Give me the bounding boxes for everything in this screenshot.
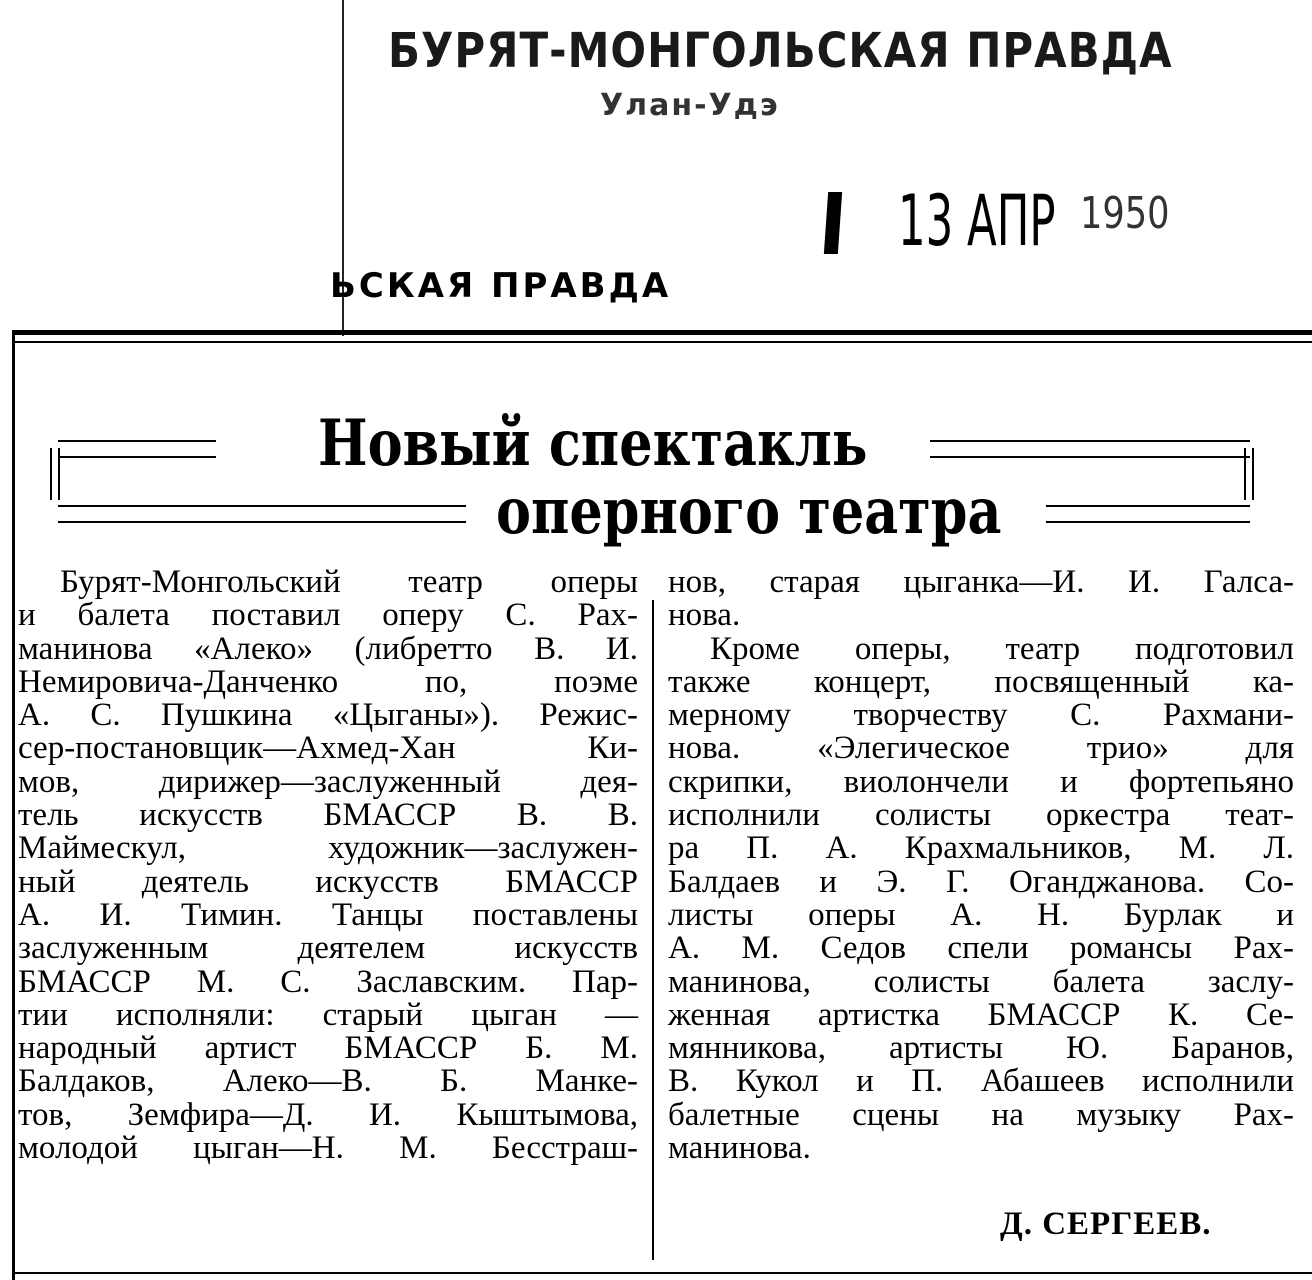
article-headline-line-1: Новый спектакль (318, 406, 868, 481)
headline-ornament-left-bottom (58, 505, 466, 523)
article-text-line: сер-постановщик—Ахмед-Хан Ки- (18, 730, 638, 767)
article-column-right (668, 566, 1294, 1165)
article-text-line: В. Кукол и П. Абашеев исполнили (668, 1063, 1294, 1100)
article-text-line: и балета поставил оперу С. Рах- (18, 597, 638, 634)
article-text-line: народный артист БМАССР Б. М. (18, 1030, 638, 1067)
article-text-line: А. С. Пушкина «Цыганы»). Режис- (18, 697, 638, 734)
article-text-line: балетные сцены на музыку Рах- (668, 1096, 1294, 1133)
headline-ornament-right-top (930, 440, 1250, 458)
newspaper-title: БУРЯТ-МОНГОЛЬСКАЯ ПРАВДА (388, 22, 1173, 79)
article-text-line: Кроме оперы, театр подготовил (710, 630, 1294, 667)
top-border-rule (12, 330, 1312, 335)
article-text-line: нова. «Элегическое трио» для (668, 730, 1294, 767)
article-text-line: нов, старая цыганка—И. И. Галса- (668, 564, 1294, 600)
article-text-line: нова. (668, 597, 741, 634)
article-signature: Д. СЕРГЕЕВ. (1000, 1206, 1212, 1242)
bottom-border-rule (12, 1272, 1312, 1274)
article-text-line: А. И. Тимин. Танцы поставлены (18, 896, 638, 933)
date-stamp-digit-bar (824, 192, 842, 254)
masthead-fragment: ЬСКАЯ ПРАВДА (330, 266, 672, 306)
article-text-line: тов, Земфира—Д. И. Кыштымова, (18, 1096, 638, 1133)
article-column-left (18, 566, 638, 1165)
article-text-line: манинова. (668, 1130, 811, 1167)
headline-ornament-left-top (58, 440, 216, 458)
article-text-line: скрипки, виолончели и фортепьяно (668, 763, 1294, 800)
article-text-line: также концерт, посвященный ка- (668, 663, 1294, 700)
headline-ornament-right-end (1244, 448, 1254, 500)
headline-ornament-right-bottom (1046, 505, 1250, 523)
newspaper-city: Улан-Удэ (600, 88, 780, 123)
article-text-line: женная артистка БМАССР К. Се- (668, 996, 1294, 1033)
article-text-line: тель искусств БМАССР В. В. (18, 797, 638, 834)
column-divider (652, 600, 654, 1260)
article-text-line: мянникова, артисты Ю. Баранов, (668, 1030, 1294, 1067)
article-text-line: листы оперы А. Н. Бурлак и (668, 896, 1294, 933)
article-text-line: мов, дирижер—заслуженный дея- (18, 763, 638, 800)
article-text-line: ра П. А. Крахмальников, М. Л. (668, 830, 1294, 867)
date-stamp-day: 13 АПР (898, 180, 1056, 262)
article-text-line: манинова «Алеко» (либретто В. И. (18, 630, 638, 667)
article-text-line: Бурят-Монгольский театр оперы (60, 564, 638, 600)
article-headline-line-2: оперного театра (496, 474, 1002, 549)
left-border-rule (12, 330, 15, 1280)
article-text-line: заслуженным деятелем искусств (18, 930, 638, 967)
article-text-line: Немировича-Данченко по, поэме (18, 663, 638, 700)
article-text-line: мерному творчеству С. Рахмани- (668, 697, 1294, 734)
article-text-line: БМАССР М. С. Заславским. Пар- (18, 963, 638, 1000)
article-text-line: ный деятель искусств БМАССР (18, 863, 638, 900)
article-text-line: Балдаев и Э. Г. Оганджанова. Со- (668, 863, 1294, 900)
article-text-line: тии исполняли: старый цыган — (18, 996, 638, 1033)
article-text-line: Балдаков, Алеко—В. Б. Манке- (18, 1063, 638, 1100)
article-text-line: Маймескул, художник—заслужен- (18, 830, 638, 867)
article-text-line: А. М. Седов спели романсы Рах- (668, 930, 1294, 967)
article-text-line: исполнили солисты оркестра теат- (668, 797, 1294, 834)
date-stamp-year: 1950 (1080, 188, 1170, 239)
article-text-line: молодой цыган—Н. М. Бесстраш- (18, 1130, 638, 1167)
top-border-rule-thin (12, 341, 1312, 343)
article-text-line: манинова, солисты балета заслу- (668, 963, 1294, 1000)
